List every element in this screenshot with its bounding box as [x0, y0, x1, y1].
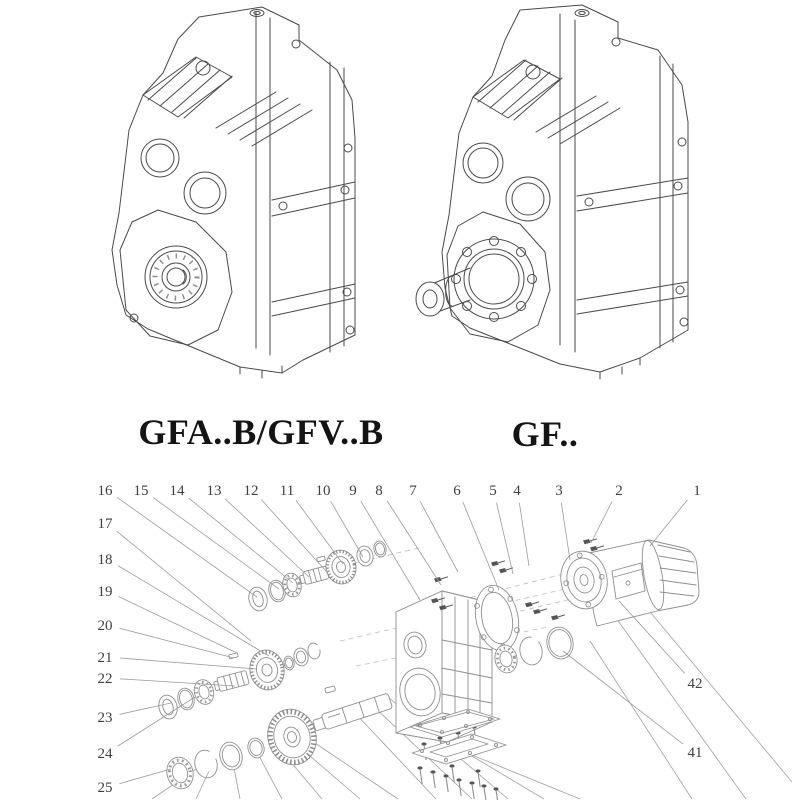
- part-number-12: 12: [243, 483, 259, 499]
- mounting-strap-upper: [272, 182, 355, 216]
- side-seal-ring: [544, 625, 576, 662]
- output-oil-seal: [217, 740, 245, 773]
- leader-line-16: [117, 497, 257, 597]
- leader-line-8: [387, 501, 441, 585]
- intermediate-seal-cap: [156, 693, 180, 721]
- part-number-13: 13: [206, 483, 222, 499]
- part-number-4: 4: [513, 483, 521, 499]
- output-bearing-flange: [120, 210, 232, 345]
- leader-line-2: [591, 501, 612, 543]
- leader-line-17: [117, 531, 251, 641]
- input-key: [317, 556, 326, 562]
- cooling-ribs: [148, 58, 312, 146]
- leader-line-24: [118, 697, 195, 746]
- part-number-42: 42: [687, 676, 703, 692]
- part-number-16: 16: [97, 483, 113, 499]
- cooling-ribs: [478, 60, 620, 144]
- leader-line-21: [120, 658, 257, 669]
- model-label-right: GF..: [511, 414, 579, 454]
- part-number-5: 5: [489, 483, 497, 499]
- leader-line-14: [189, 498, 293, 583]
- leader-line-10: [331, 501, 363, 557]
- part-number-1: 1: [693, 483, 701, 499]
- leader-line-1: [650, 500, 687, 546]
- side-snap-ring: [517, 635, 544, 667]
- output-washer: [246, 736, 267, 759]
- part-number-20: 20: [97, 618, 113, 634]
- part-number-14: 14: [169, 483, 185, 499]
- input-seal-cap: [246, 585, 270, 613]
- intermediate-pinion-shaft: [213, 670, 249, 692]
- electric-motor: [556, 539, 699, 626]
- part-number-11: 11: [279, 483, 295, 499]
- part-number-23: 23: [97, 710, 113, 726]
- leader-line-25: [119, 769, 171, 784]
- model-label-left: GFA..B/GFV..B: [138, 412, 384, 452]
- part-number-18: 18: [97, 552, 113, 568]
- output-bearing: [163, 754, 196, 792]
- line-drawing-gf: [416, 5, 688, 379]
- intermediate-bearing-2: [292, 647, 309, 668]
- part-number-2: 2: [615, 483, 623, 499]
- leader-line-4: [519, 503, 529, 566]
- part-number-41: 41: [687, 745, 703, 761]
- part-number-22: 22: [97, 671, 113, 687]
- part-number-10: 10: [315, 483, 331, 499]
- output-shaft-assembly: [163, 686, 392, 792]
- intermediate-snap-ring: [306, 642, 321, 660]
- mounting-strap-lower: [577, 282, 688, 314]
- leader-line-19: [119, 597, 237, 653]
- leader-line-5: [496, 503, 513, 574]
- input-gear: [323, 547, 359, 586]
- part-number-7: 7: [409, 483, 417, 499]
- part-number-3: 3: [555, 483, 563, 499]
- output-key: [325, 686, 336, 693]
- intermediate-shaft-assembly: [156, 642, 321, 721]
- leader-line-3: [561, 503, 570, 560]
- intermediate-bearing: [192, 677, 217, 706]
- part-number-25: 25: [97, 780, 113, 796]
- leader-line-6: [463, 502, 499, 590]
- filler-plug: [250, 10, 264, 17]
- part-number-17: 17: [97, 516, 113, 532]
- leader-line-18: [118, 566, 269, 656]
- output-flange-and-shaft: [416, 212, 550, 342]
- output-helical-gear: [262, 704, 323, 771]
- mounting-strap-lower: [272, 284, 355, 316]
- upper-bores: [141, 139, 226, 214]
- filler-plug: [575, 10, 589, 17]
- part-number-15: 15: [133, 483, 149, 499]
- part-number-21: 21: [97, 650, 113, 666]
- intermediate-gear: [246, 647, 288, 693]
- output-shaft: [416, 268, 470, 316]
- part-number-19: 19: [97, 584, 113, 600]
- input-shaft-assembly: [246, 540, 387, 613]
- part-number-6: 6: [453, 483, 461, 499]
- line-drawing-gfab-gfvb: [112, 7, 355, 378]
- upper-bores: [463, 143, 550, 221]
- part-number-9: 9: [349, 483, 357, 499]
- output-snap-ring: [192, 748, 220, 781]
- intermediate-washer: [283, 655, 296, 671]
- part-number-8: 8: [375, 483, 383, 499]
- cover-screws: [417, 764, 498, 800]
- part-number-24: 24: [97, 746, 113, 762]
- leader-line-15: [153, 498, 279, 589]
- mounting-strap-upper: [577, 178, 688, 211]
- exploded-parts-diagram: [98, 483, 793, 800]
- leader-line-41: [563, 651, 683, 744]
- leader-line-12: [261, 500, 326, 571]
